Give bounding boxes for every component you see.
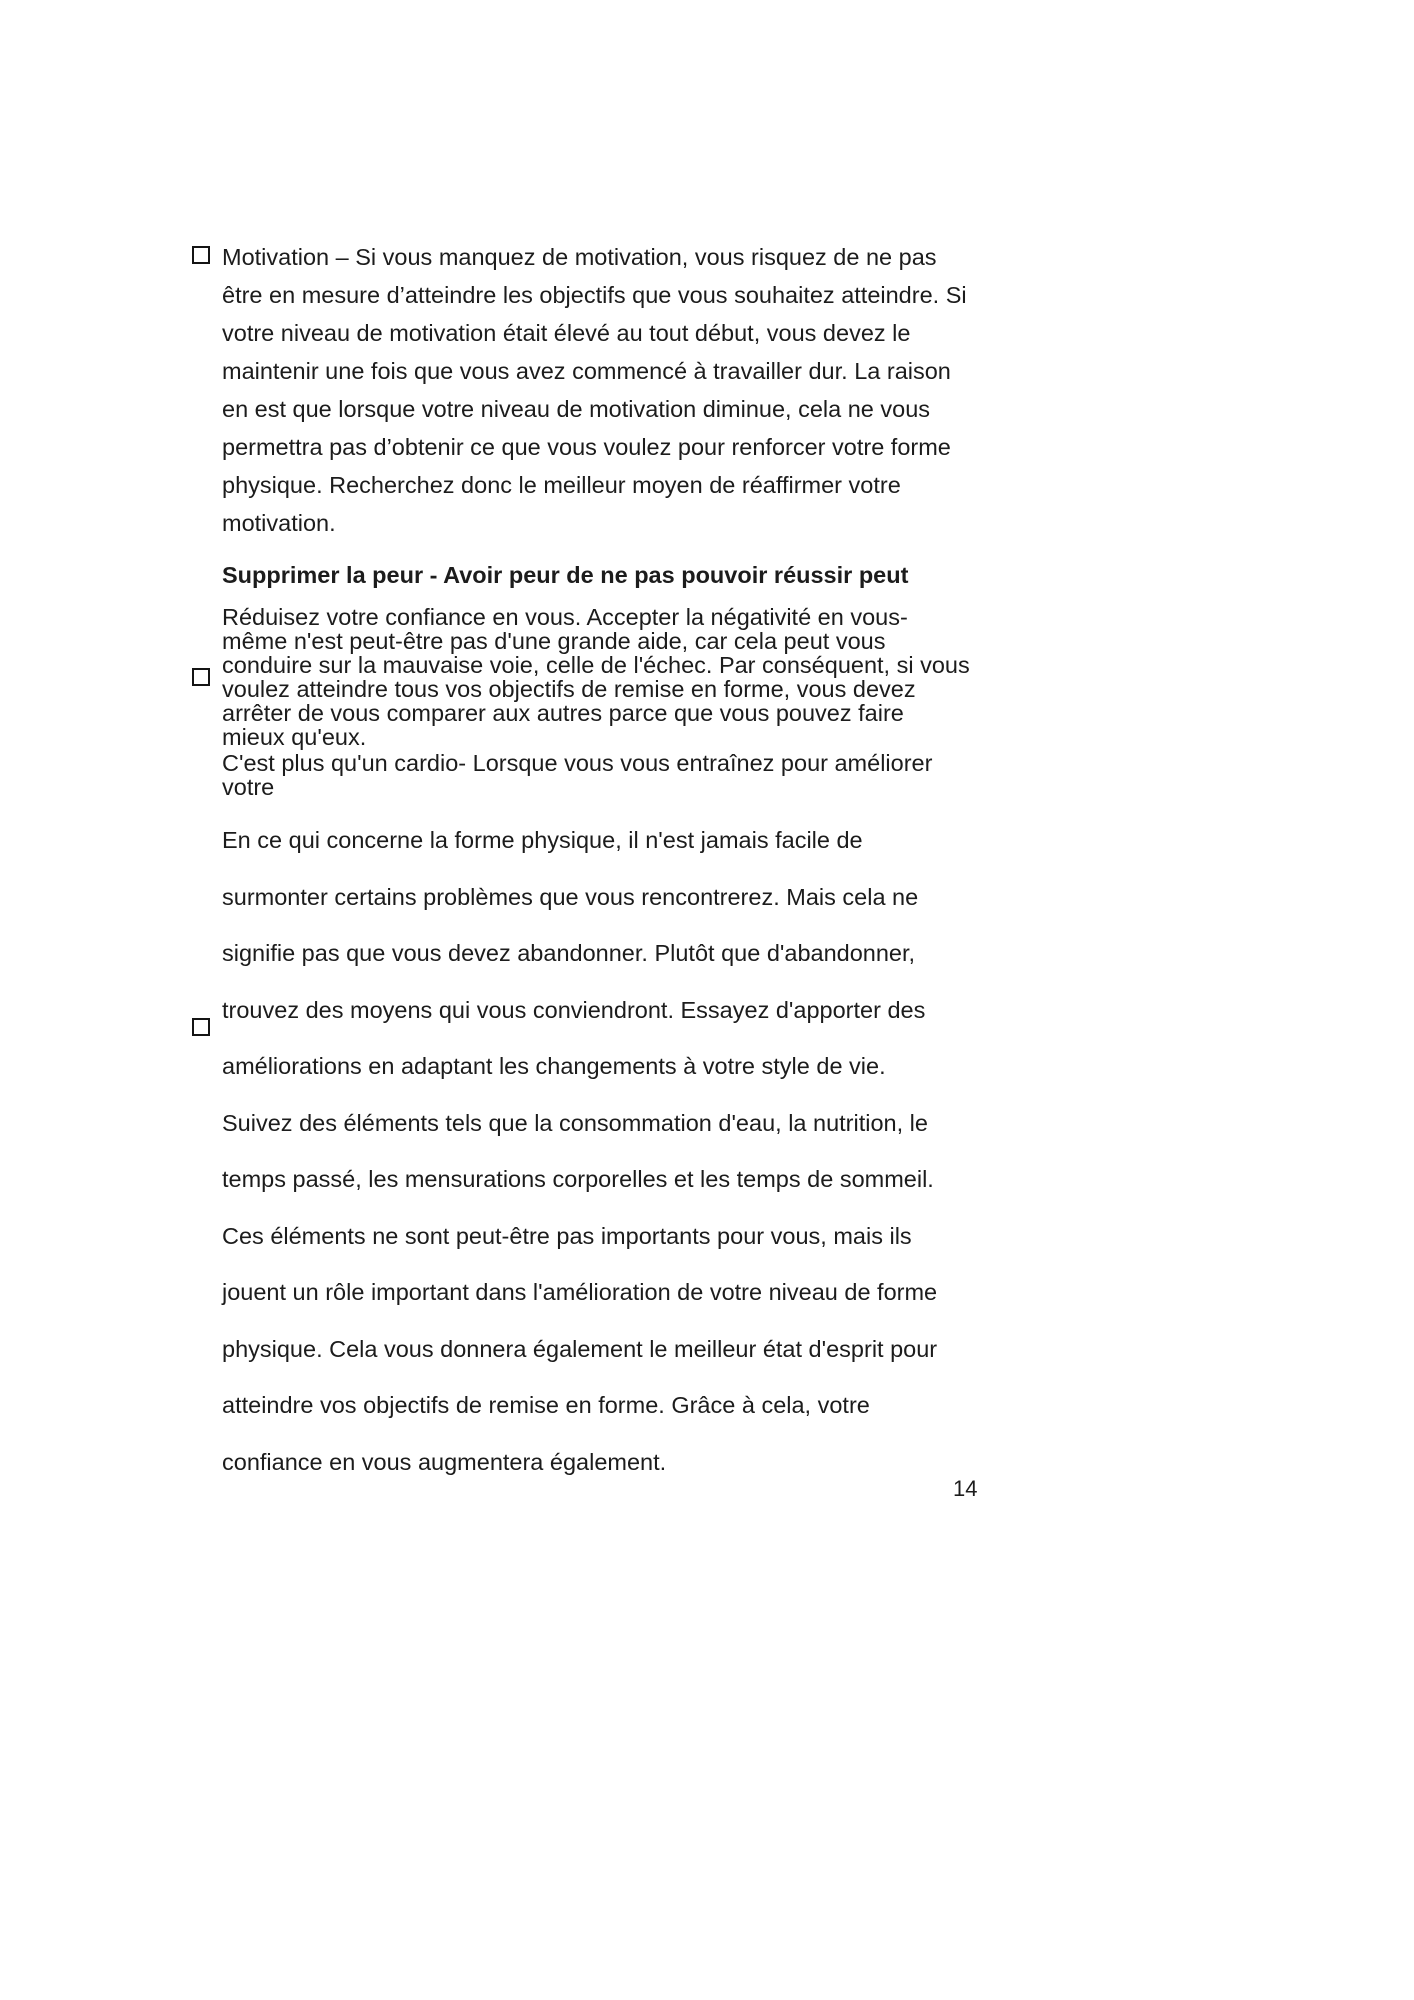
paragraph-suivi-elements: Suivez des éléments tels que la consommation d'eau, la nutrition, le temps passé, les mensurations corporelles et les temps de sommeil. Ces éléments ne sont peut-être pas importants pour vous, mais ils jouent un rôle important dans l'amélioration de votre niveau de forme physique. Cela vous donnera également le meilleur état d'esprit pour atteindre vos objectifs de remise en forme. Grâce à cela, votre confiance en vous augmentera également. (222, 1109, 938, 1475)
page-number: 14 (953, 1476, 978, 1501)
paragraph-cardio-lead: C'est plus qu'un cardio- Lorsque vous vous entraînez pour améliorer votre (222, 750, 933, 800)
paragraph-forme-physique: En ce qui concerne la forme physique, il n'est jamais facile de surmonter certains problèmes que vous rencontrerez. Mais cela ne signifie pas que vous devez abandonner. Plutôt que d'abandonner, trouvez des moyens qui vous conviendront. Essayez d'apporter des améliorations en adaptant les changements à votre style de vie. (222, 827, 926, 1079)
checkbox-icon (192, 668, 210, 686)
bullet-item-confiance (222, 605, 970, 749)
bullet-item-motivation (222, 238, 970, 542)
section-heading-supprimer-la-peur: Supprimer la peur - Avoir peur de ne pas pouvoir réussir peut (222, 562, 909, 588)
bullet-item-forme-physique (222, 812, 970, 1095)
checkbox-icon (192, 246, 210, 264)
checkbox-icon (192, 1018, 210, 1036)
page-content (222, 238, 970, 1490)
paragraph-confiance: Réduisez votre confiance en vous. Accepter la négativité en vous-même n'est peut-être pas d'une grande aide, car cela peut vous conduire sur la mauvaise voie, celle de l'échec. Par conséquent, si vous voulez atteindre tous vos objectifs de remise en forme, vous devez arrêter de vous comparer aux autres parce que vous pouvez faire mieux qu'eux. (222, 604, 970, 750)
paragraph-motivation: Motivation – Si vous manquez de motivation, vous risquez de ne pas être en mesure d’atteindre les objectifs que vous souhaitez atteindre. Si votre niveau de motivation était élevé au tout début, vous devez le maintenir une fois que vous avez commencé à travailler dur. La raison en est que lorsque votre niveau de motivation diminue, cela ne vous permettra pas d’obtenir ce que vous voulez pour renforcer votre forme physique. Recherchez donc le meilleur moyen de réaffirmer votre motivation. (222, 244, 967, 536)
